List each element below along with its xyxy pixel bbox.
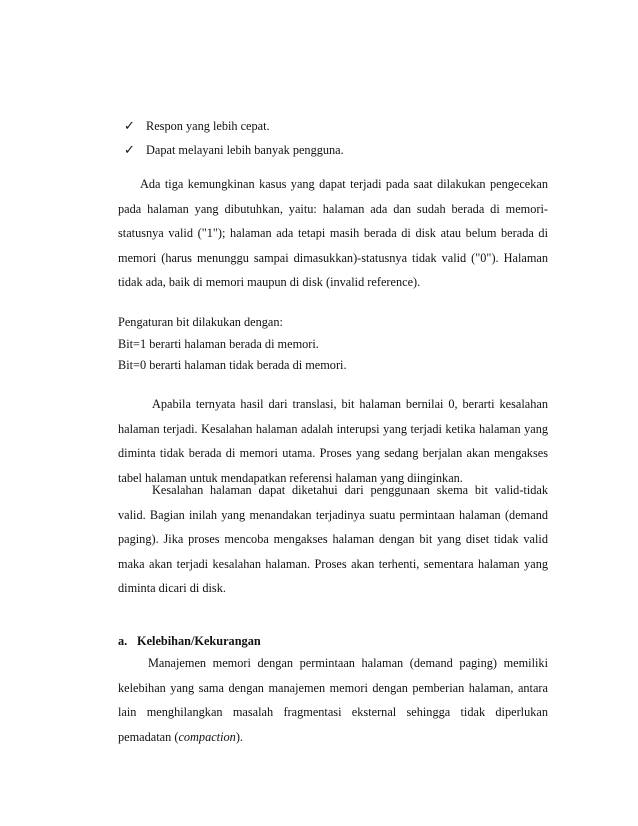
section-letter: a. xyxy=(118,634,128,648)
bullet-item: Respon yang lebih cepat. xyxy=(146,119,270,133)
check-icon: ✓ xyxy=(124,118,135,133)
paragraph-page-status: Ada tiga kemungkinan kasus yang dapat terjadi pada saat dilakukan pengecekan pada halaman yang dibutuhkan, yaitu: halaman ada dan sudah berada di memori-statusnya valid ("1"); halaman ada tetapi masih berada di disk atau belum berada di memori (harus menunggu sampai dimasukkan)-statusnya tidak valid ("0"). Halaman tidak ada, baik di memori maupun di disk (invalid reference). xyxy=(118,177,548,290)
section-heading xyxy=(118,633,261,649)
paragraph-advantages xyxy=(118,651,548,749)
paragraph-advantages-text: Manajemen memori dengan permintaan halaman (demand paging) memiliki kelebihan yang sama dengan manajemen memori dengan pemberian halaman, antara lain menghilangkan masalah fragmentasi eksternal sehingga tidak diperlukan pemadatan ( xyxy=(118,656,548,744)
bit-zero-description: Bit=0 berarti halaman tidak berada di memori. xyxy=(118,358,347,372)
bit-settings-intro: Pengaturan bit dilakukan dengan: xyxy=(118,315,283,329)
bit-one-description: Bit=1 berarti halaman berada di memori. xyxy=(118,337,319,351)
check-icon: ✓ xyxy=(124,142,135,157)
paragraph-advantages-end: ). xyxy=(235,729,243,744)
paragraph-page-fault: Apabila ternyata hasil dari translasi, bit halaman bernilai 0, berarti kesalahan halaman terjadi. Kesalahan halaman adalah interupsi yang terjadi ketika halaman yang diminta tidak berada di memori utama. Proses yang sedang berjalan akan mengakses tabel halaman untuk mendapatkan referensi halaman yang diinginkan. xyxy=(118,397,548,485)
paragraph-valid-invalid-bit: Kesalahan halaman dapat diketahui dari penggunaan skema bit valid-tidak valid. Bagian inilah yang menandakan terjadinya suatu permintaan halaman (demand paging). Jika proses mencoba mengakses halaman dengan bit yang diset tidak valid maka akan terjadi kesalahan halaman. Proses akan terhenti, sementara halaman yang diminta dicari di disk. xyxy=(118,483,548,596)
compaction-term: compaction xyxy=(178,729,236,744)
bullet-item: Dapat melayani lebih banyak pengguna. xyxy=(146,143,344,157)
section-title: Kelebihan/Kekurangan xyxy=(137,634,261,648)
